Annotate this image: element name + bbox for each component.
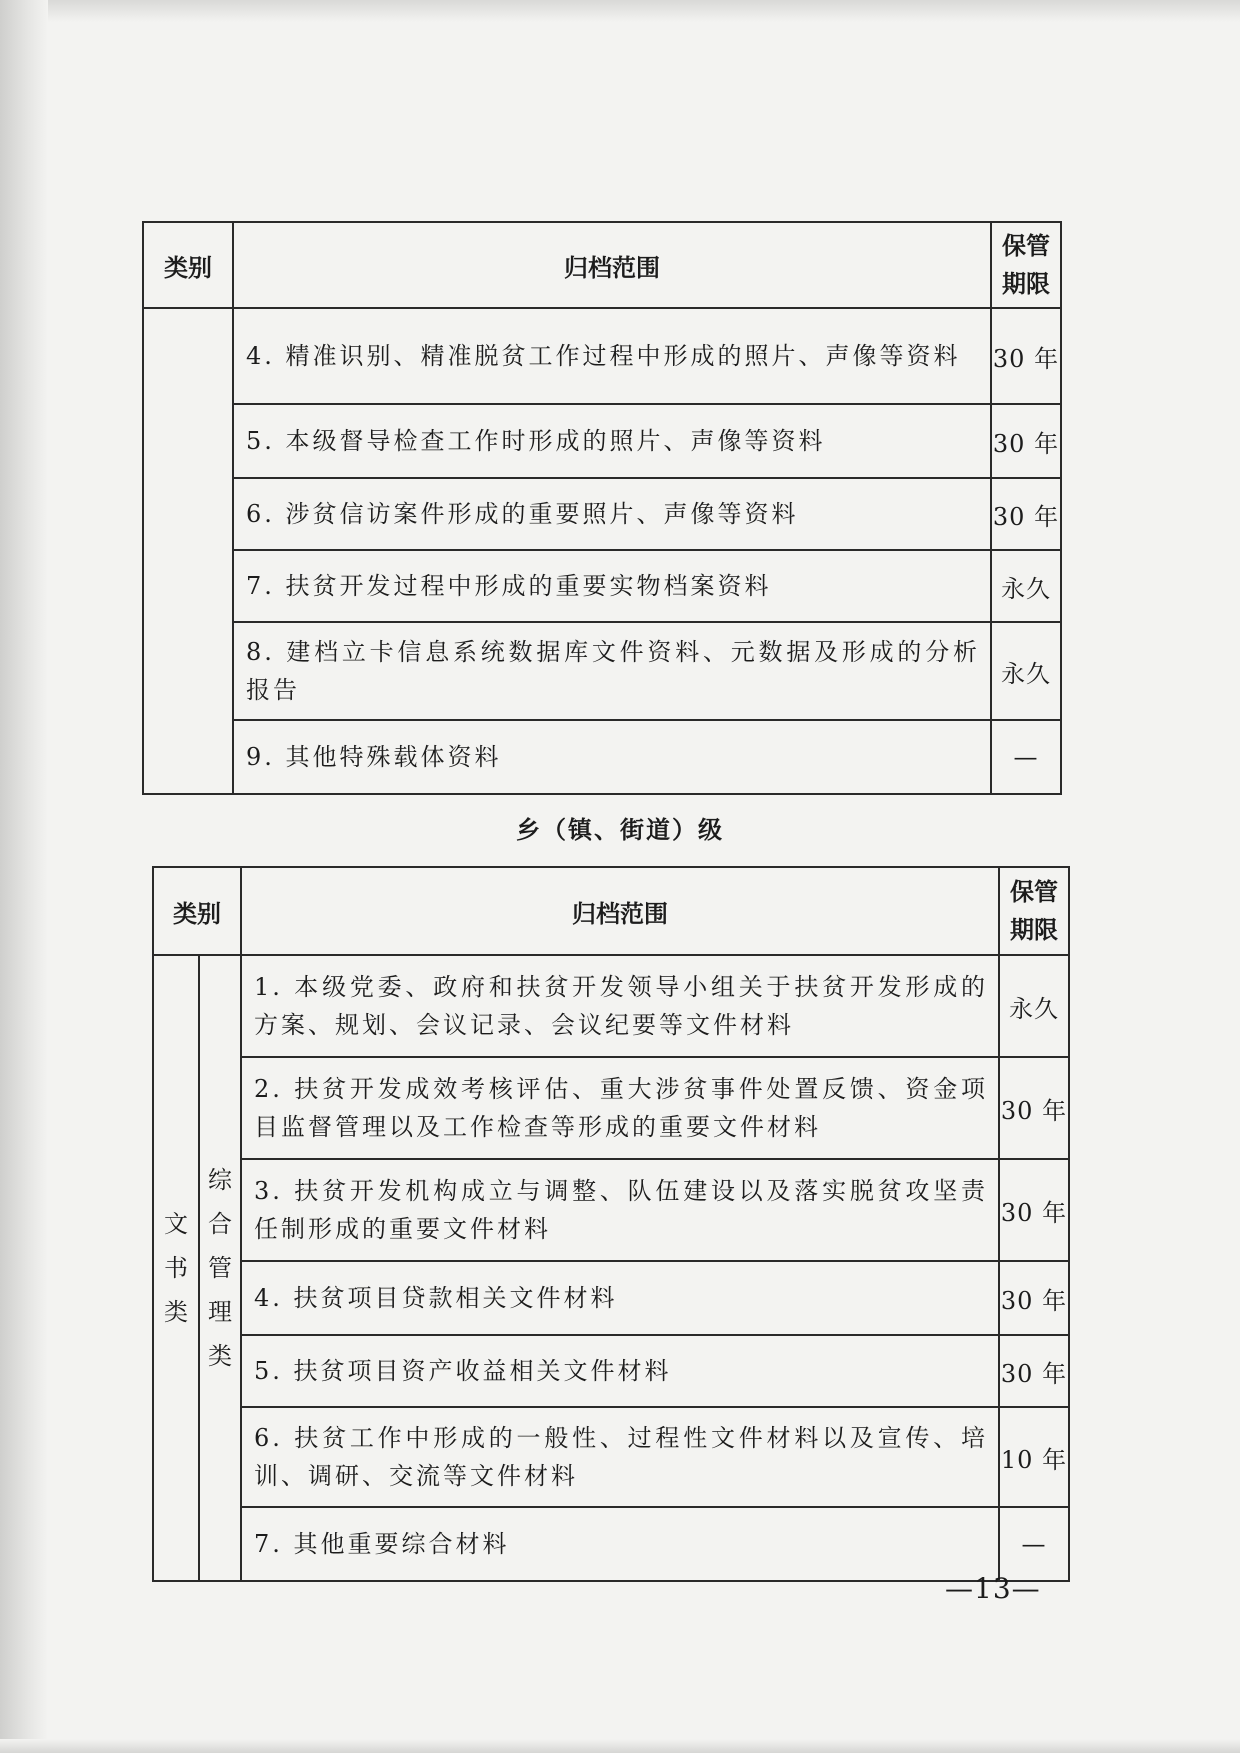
row-text: 4. 精准识别、精准脱贫工作过程中形成的照片、声像等资料 (233, 308, 991, 404)
category-main-char: 书 (164, 1254, 188, 1282)
row-period: 30 年 (999, 1335, 1069, 1407)
header-period-line2: 期限 (1010, 916, 1058, 944)
row-text: 5. 扶贫项目资产收益相关文件材料 (241, 1335, 999, 1407)
table-header-row (143, 222, 1061, 308)
table-row (153, 1407, 1069, 1507)
page-bottom-edge (0, 1739, 1240, 1753)
header-period (999, 867, 1069, 955)
row-period: 永久 (999, 955, 1069, 1057)
row-text: 6. 涉贫信访案件形成的重要照片、声像等资料 (233, 478, 991, 550)
row-text: 1. 本级党委、政府和扶贫开发领导小组关于扶贫开发形成的方案、规划、会议记录、会议纪要等文件材料 (241, 955, 999, 1057)
row-text: 5. 本级督导检查工作时形成的照片、声像等资料 (233, 404, 991, 478)
row-text: 7. 其他重要综合材料 (241, 1507, 999, 1581)
header-scope: 归档范围 (233, 222, 991, 308)
table-row (153, 1159, 1069, 1261)
table-row (143, 404, 1061, 478)
header-period-line2: 期限 (1002, 270, 1050, 298)
table-row (143, 478, 1061, 550)
table-row (143, 550, 1061, 622)
table-row (153, 1057, 1069, 1159)
category-main-char: 文 (164, 1210, 188, 1238)
row-text: 2. 扶贫开发成效考核评估、重大涉贫事件处置反馈、资金项目监督管理以及工作检查等形成的重要文件材料 (241, 1057, 999, 1159)
header-scope: 归档范围 (241, 867, 999, 955)
row-period: 永久 (991, 550, 1061, 622)
header-period-line1: 保管 (1010, 878, 1058, 906)
row-period: 30 年 (991, 404, 1061, 478)
category-main-char: 类 (164, 1298, 188, 1326)
row-period: 永久 (991, 622, 1061, 720)
row-text: 7. 扶贫开发过程中形成的重要实物档案资料 (233, 550, 991, 622)
table-header-row (153, 867, 1069, 955)
table-row (143, 720, 1061, 794)
row-text: 3. 扶贫开发机构成立与调整、队伍建设以及落实脱贫攻坚责任制形成的重要文件材料 (241, 1159, 999, 1261)
archive-scope-table-township (152, 866, 1070, 1582)
header-period-line1: 保管 (1002, 232, 1050, 260)
category-sub-cell (199, 955, 241, 1581)
page-top-edge (0, 0, 1240, 22)
table-row (153, 955, 1069, 1057)
row-period: — (991, 720, 1061, 794)
page-binding-shadow (0, 0, 48, 1753)
category-main-cell (153, 955, 199, 1581)
category-sub-char: 类 (208, 1342, 232, 1370)
row-text: 8. 建档立卡信息系统数据库文件资料、元数据及形成的分析报告 (233, 622, 991, 720)
header-category: 类别 (143, 222, 233, 308)
category-sub-char: 合 (208, 1210, 232, 1238)
row-text: 4. 扶贫项目贷款相关文件材料 (241, 1261, 999, 1335)
row-period: 10 年 (999, 1407, 1069, 1507)
row-text: 6. 扶贫工作中形成的一般性、过程性文件材料以及宣传、培训、调研、交流等文件材料 (241, 1407, 999, 1507)
page-number: —13— (945, 1572, 1041, 1605)
archive-scope-table-continued (142, 221, 1062, 795)
row-period: — (999, 1507, 1069, 1581)
category-sub-char: 综 (208, 1166, 232, 1194)
row-period: 30 年 (999, 1159, 1069, 1261)
row-period: 30 年 (991, 308, 1061, 404)
row-text: 9. 其他特殊载体资料 (233, 720, 991, 794)
header-category: 类别 (153, 867, 241, 955)
category-sub-char: 管 (208, 1254, 232, 1282)
table-row (153, 1507, 1069, 1581)
table-row (143, 622, 1061, 720)
section-title: 乡（镇、街道）级 (516, 816, 724, 844)
category-cell-empty (143, 308, 233, 794)
row-period: 30 年 (999, 1261, 1069, 1335)
table-row (143, 308, 1061, 404)
row-period: 30 年 (999, 1057, 1069, 1159)
table-row (153, 1335, 1069, 1407)
header-period (991, 222, 1061, 308)
category-sub-char: 理 (208, 1298, 232, 1326)
table-row (153, 1261, 1069, 1335)
row-period: 30 年 (991, 478, 1061, 550)
